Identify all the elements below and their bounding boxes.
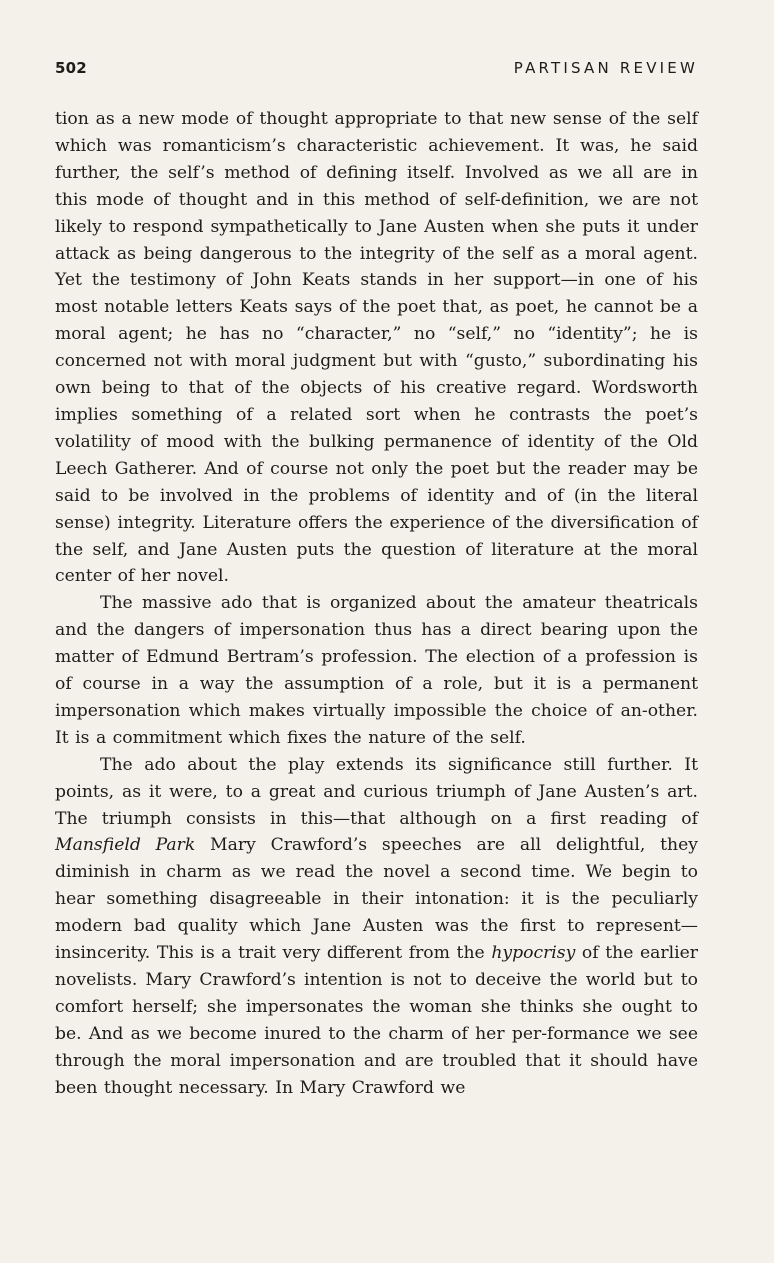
page-header <box>55 59 698 83</box>
paragraph-1: tion as a new mode of thought appropriate to that new sense of the self which was romanticism’s characteristic achievement. It was, he said further, the self’s method of defining itself. Involved as we all are in this mode of thought and in this method of self-definition, we are not likely to respond sympathetically to Jane Austen when she puts it under attack as being dangerous to the integrity of the self as a moral agent. Yet the testimony of John Keats stands in her support—in one of his most notable letters Keats says of the poet that, as poet, he cannot be a moral agent; he has no “character,” no “self,” no “identity”; he is concerned not with moral judgment but with “gusto,” subordinating his own being to that of the objects of his creative regard. Wordsworth implies something of a related sort when he contrasts the poet’s volatility of mood with the bulking permanence of identity of the Old Leech Gatherer. And of course not only the poet but the reader may be said to be involved in the problems of identity and of (in the literal sense) integrity. Literature offers the experience of the diversification of the self, and Jane Austen puts the question of literature at the moral center of her novel. <box>55 109 698 587</box>
paragraph-2: The massive ado that is organized about the amateur theatricals and the dangers of impersonation thus has a direct bearing upon the matter of Edmund Bertram’s profession. The election of a profession is of course in a way the assumption of a role, but it is a permanent impersonation which makes virtually impossible the choice of an-other. It is a commitment which fixes the nature of the self. <box>55 593 698 748</box>
running-head: PARTISAN REVIEW <box>513 59 698 77</box>
page-number: 502 <box>55 59 87 77</box>
paragraph-3 <box>55 752 698 1102</box>
paragraph-3-part-b: Mary Crawford’s speeches are all delightful, they diminish in charm as we read the novel a second time. We begin to hear something disagreeable in their intonation: it is the peculiarly modern bad quality which Jane Austen was the first to represent—insincerity. This is a trait very different from the <box>55 835 698 964</box>
paragraph-3-part-a: The ado about the play extends its significance still further. It points, as it were, to a great and curious triumph of Jane Austen’s art. The triumph consists in this—that although on a first reading of <box>55 754 698 829</box>
book-title-mansfield-park: Mansfield Park <box>55 835 196 856</box>
body-text <box>55 106 698 1102</box>
term-hypocrisy: hypocrisy <box>491 943 576 964</box>
paragraph-3-part-c: of the earlier novelists. Mary Crawford’s intention is not to deceive the world but to comfort herself; she impersonates the woman she thinks she ought to be. And as we become inured to the charm of her per-formance we see through the moral impersonation and are troubled that it should have been thought necessary. In Mary Crawford we <box>55 943 698 1098</box>
